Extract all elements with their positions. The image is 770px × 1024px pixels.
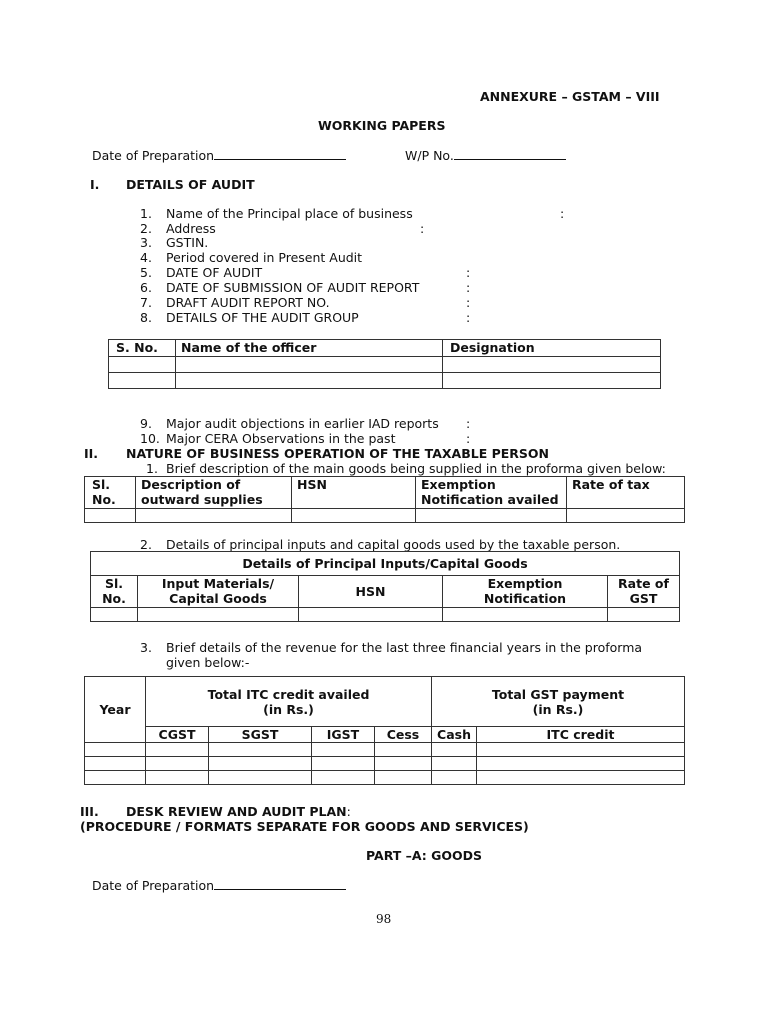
header-input-a: Input Materials/ bbox=[161, 576, 275, 591]
table-row bbox=[85, 509, 685, 523]
cell[interactable] bbox=[312, 743, 375, 757]
list-item-text: Major CERA Observations in the past bbox=[166, 431, 396, 446]
cell[interactable] bbox=[85, 757, 146, 771]
cell[interactable] bbox=[109, 357, 176, 373]
revenue-table bbox=[84, 676, 685, 785]
cell[interactable] bbox=[85, 509, 136, 523]
list-item-text: Major audit objections in earlier IAD reports bbox=[166, 416, 439, 431]
cell[interactable] bbox=[375, 757, 432, 771]
list-item-text: Address bbox=[166, 221, 216, 236]
list-item-text: DRAFT AUDIT REPORT NO. bbox=[166, 295, 330, 310]
header-sl-a: Sl. bbox=[92, 477, 111, 492]
cell[interactable] bbox=[176, 357, 443, 373]
section-3-colon: : bbox=[346, 804, 351, 819]
page-number: 98 bbox=[376, 912, 392, 926]
header-gst-b: (in Rs.) bbox=[532, 701, 584, 717]
list-item bbox=[140, 265, 152, 280]
header-sl-b: No. bbox=[102, 591, 126, 606]
header-sl bbox=[85, 477, 136, 509]
list-item-text: DETAILS OF THE AUDIT GROUP bbox=[166, 310, 359, 325]
cell[interactable] bbox=[209, 757, 312, 771]
cell[interactable] bbox=[432, 771, 477, 785]
cell[interactable] bbox=[209, 771, 312, 785]
cell[interactable] bbox=[299, 608, 443, 622]
item-number: 2. bbox=[140, 537, 152, 552]
item-number: 5. bbox=[140, 265, 152, 280]
header-itc-b: (in Rs.) bbox=[263, 701, 314, 717]
cell[interactable] bbox=[136, 509, 292, 523]
list-item-colon: : bbox=[466, 280, 471, 295]
list-item bbox=[140, 221, 152, 236]
table-row bbox=[85, 757, 685, 771]
inputs-caption: Details of Principal Inputs/Capital Goods bbox=[91, 552, 680, 576]
header-officer: Name of the officer bbox=[176, 340, 443, 357]
cell[interactable] bbox=[146, 743, 209, 757]
list-item bbox=[140, 431, 160, 446]
item-number: 10. bbox=[140, 431, 160, 446]
cell[interactable] bbox=[477, 757, 685, 771]
header-exemption-b: Notification availed bbox=[421, 492, 559, 507]
date-of-preparation-2 bbox=[92, 877, 346, 893]
header-cess: Cess bbox=[375, 727, 432, 743]
outward-supplies-table bbox=[84, 476, 685, 523]
header-input-b: Capital Goods bbox=[169, 591, 267, 606]
wp-label: W/P No. bbox=[405, 148, 454, 163]
cell[interactable] bbox=[375, 771, 432, 785]
header-total-itc bbox=[146, 677, 432, 727]
list-item bbox=[140, 640, 152, 655]
wp-blank-line bbox=[454, 147, 566, 160]
list-item-text-continued: given below:- bbox=[166, 655, 250, 670]
header-exemption-a: Exemption bbox=[487, 576, 563, 591]
header-itc-credit: ITC credit bbox=[477, 727, 685, 743]
cell[interactable] bbox=[138, 608, 299, 622]
table-row bbox=[91, 608, 680, 622]
section-1-number: I. bbox=[90, 177, 100, 192]
section-3-subtitle: (PROCEDURE / FORMATS SEPARATE FOR GOODS AND SERVICES) bbox=[80, 819, 529, 834]
list-item bbox=[140, 537, 152, 552]
item-number: 1. bbox=[140, 206, 152, 221]
list-item-text: Period covered in Present Audit bbox=[166, 250, 363, 265]
cell[interactable] bbox=[443, 373, 661, 389]
cell[interactable] bbox=[209, 743, 312, 757]
list-item-text: Brief description of the main goods being supplied in the proforma given below: bbox=[166, 461, 666, 476]
item-number: 8. bbox=[140, 310, 152, 325]
list-item bbox=[140, 206, 152, 221]
table-row bbox=[85, 743, 685, 757]
header-total-gst bbox=[432, 677, 685, 727]
header-igst: IGST bbox=[312, 727, 375, 743]
list-item-text: Brief details of the revenue for the last three financial years in the proforma bbox=[166, 640, 643, 655]
header-cgst: CGST bbox=[146, 727, 209, 743]
section-2-title: NATURE OF BUSINESS OPERATION OF THE TAXABLE PERSON bbox=[126, 446, 550, 461]
cell[interactable] bbox=[109, 373, 176, 389]
header-hsn: HSN bbox=[292, 477, 416, 509]
cell[interactable] bbox=[443, 608, 608, 622]
header-itc-a: Total ITC credit availed bbox=[207, 686, 370, 702]
list-item bbox=[140, 310, 152, 325]
table-row bbox=[85, 771, 685, 785]
date-blank-line bbox=[214, 877, 346, 890]
list-item-text: Details of principal inputs and capital goods used by the taxable person. bbox=[166, 537, 621, 552]
cell[interactable] bbox=[85, 771, 146, 785]
principal-inputs-table bbox=[90, 551, 680, 622]
page-title: WORKING PAPERS bbox=[318, 118, 446, 133]
list-item bbox=[140, 250, 152, 265]
list-item-colon: : bbox=[560, 206, 565, 221]
list-item-colon: : bbox=[466, 295, 471, 310]
header-exemption-a: Exemption bbox=[421, 477, 496, 492]
header-description bbox=[136, 477, 292, 509]
section-1-title: DETAILS OF AUDIT bbox=[126, 177, 255, 192]
header-sl-a: Sl. bbox=[104, 576, 124, 591]
list-item bbox=[140, 416, 152, 431]
wp-number bbox=[405, 147, 566, 163]
header-input-materials bbox=[138, 576, 299, 608]
cell[interactable] bbox=[146, 757, 209, 771]
header-rate bbox=[608, 576, 680, 608]
table-row bbox=[109, 373, 661, 389]
section-2-number: II. bbox=[84, 446, 99, 461]
cell[interactable] bbox=[91, 608, 138, 622]
annexure-heading: ANNEXURE – GSTAM – VIII bbox=[480, 89, 660, 104]
cell[interactable] bbox=[85, 743, 146, 757]
list-item-colon: : bbox=[420, 221, 425, 236]
list-item-colon: : bbox=[466, 416, 471, 431]
list-item-colon: : bbox=[466, 431, 471, 446]
cell[interactable] bbox=[312, 771, 375, 785]
item-number: 9. bbox=[140, 416, 152, 431]
cell[interactable] bbox=[292, 509, 416, 523]
list-item-colon: : bbox=[466, 310, 471, 325]
header-sgst: SGST bbox=[209, 727, 312, 743]
section-3-title: DESK REVIEW AND AUDIT PLAN bbox=[126, 804, 347, 819]
cell[interactable] bbox=[477, 771, 685, 785]
header-hsn: HSN bbox=[299, 576, 443, 608]
list-item bbox=[140, 295, 152, 310]
list-item-text: GSTIN. bbox=[166, 235, 209, 250]
date-label: Date of Preparation bbox=[92, 148, 215, 163]
item-number: 4. bbox=[140, 250, 152, 265]
item-number: 6. bbox=[140, 280, 152, 295]
section-3-heading bbox=[126, 804, 351, 819]
date-blank-line bbox=[214, 147, 346, 160]
list-item-text: DATE OF SUBMISSION OF AUDIT REPORT bbox=[166, 280, 420, 295]
header-sl bbox=[91, 576, 138, 608]
cell[interactable] bbox=[567, 509, 685, 523]
table-row bbox=[109, 357, 661, 373]
item-number: 2. bbox=[140, 221, 152, 236]
list-item-text: DATE OF AUDIT bbox=[166, 265, 263, 280]
header-cash: Cash bbox=[432, 727, 477, 743]
cell[interactable] bbox=[312, 757, 375, 771]
list-item-text: Name of the Principal place of business bbox=[166, 206, 413, 221]
date-of-preparation bbox=[92, 147, 346, 163]
cell[interactable] bbox=[432, 757, 477, 771]
header-rate: Rate of tax bbox=[567, 477, 685, 509]
header-description-b: outward supplies bbox=[141, 492, 263, 507]
header-exemption bbox=[443, 576, 608, 608]
header-sno: S. No. bbox=[109, 340, 176, 357]
header-gst-a: Total GST payment bbox=[491, 686, 625, 702]
list-item-colon: : bbox=[466, 265, 471, 280]
item-number: 3. bbox=[140, 235, 152, 250]
section-3-number: III. bbox=[80, 804, 99, 819]
header-rate-a: Rate of bbox=[618, 576, 669, 591]
header-year: Year bbox=[85, 677, 146, 743]
list-item bbox=[146, 461, 158, 476]
cell[interactable] bbox=[443, 357, 661, 373]
cell[interactable] bbox=[432, 743, 477, 757]
header-exemption-b: Notification bbox=[483, 591, 567, 606]
list-item bbox=[140, 235, 152, 250]
header-sl-b: No. bbox=[92, 492, 116, 507]
audit-group-table bbox=[108, 339, 661, 389]
cell[interactable] bbox=[477, 743, 685, 757]
header-rate-b: GST bbox=[629, 591, 658, 606]
header-designation: Designation bbox=[443, 340, 661, 357]
item-number: 7. bbox=[140, 295, 152, 310]
date-label: Date of Preparation bbox=[92, 878, 215, 893]
cell[interactable] bbox=[416, 509, 567, 523]
cell[interactable] bbox=[146, 771, 209, 785]
item-number: 3. bbox=[140, 640, 152, 655]
part-a-heading: PART –A: GOODS bbox=[366, 848, 483, 863]
list-item bbox=[140, 280, 152, 295]
cell[interactable] bbox=[375, 743, 432, 757]
header-description-a: Description of bbox=[141, 477, 241, 492]
cell[interactable] bbox=[608, 608, 680, 622]
cell[interactable] bbox=[176, 373, 443, 389]
item-number: 1. bbox=[146, 461, 158, 476]
header-exemption bbox=[416, 477, 567, 509]
